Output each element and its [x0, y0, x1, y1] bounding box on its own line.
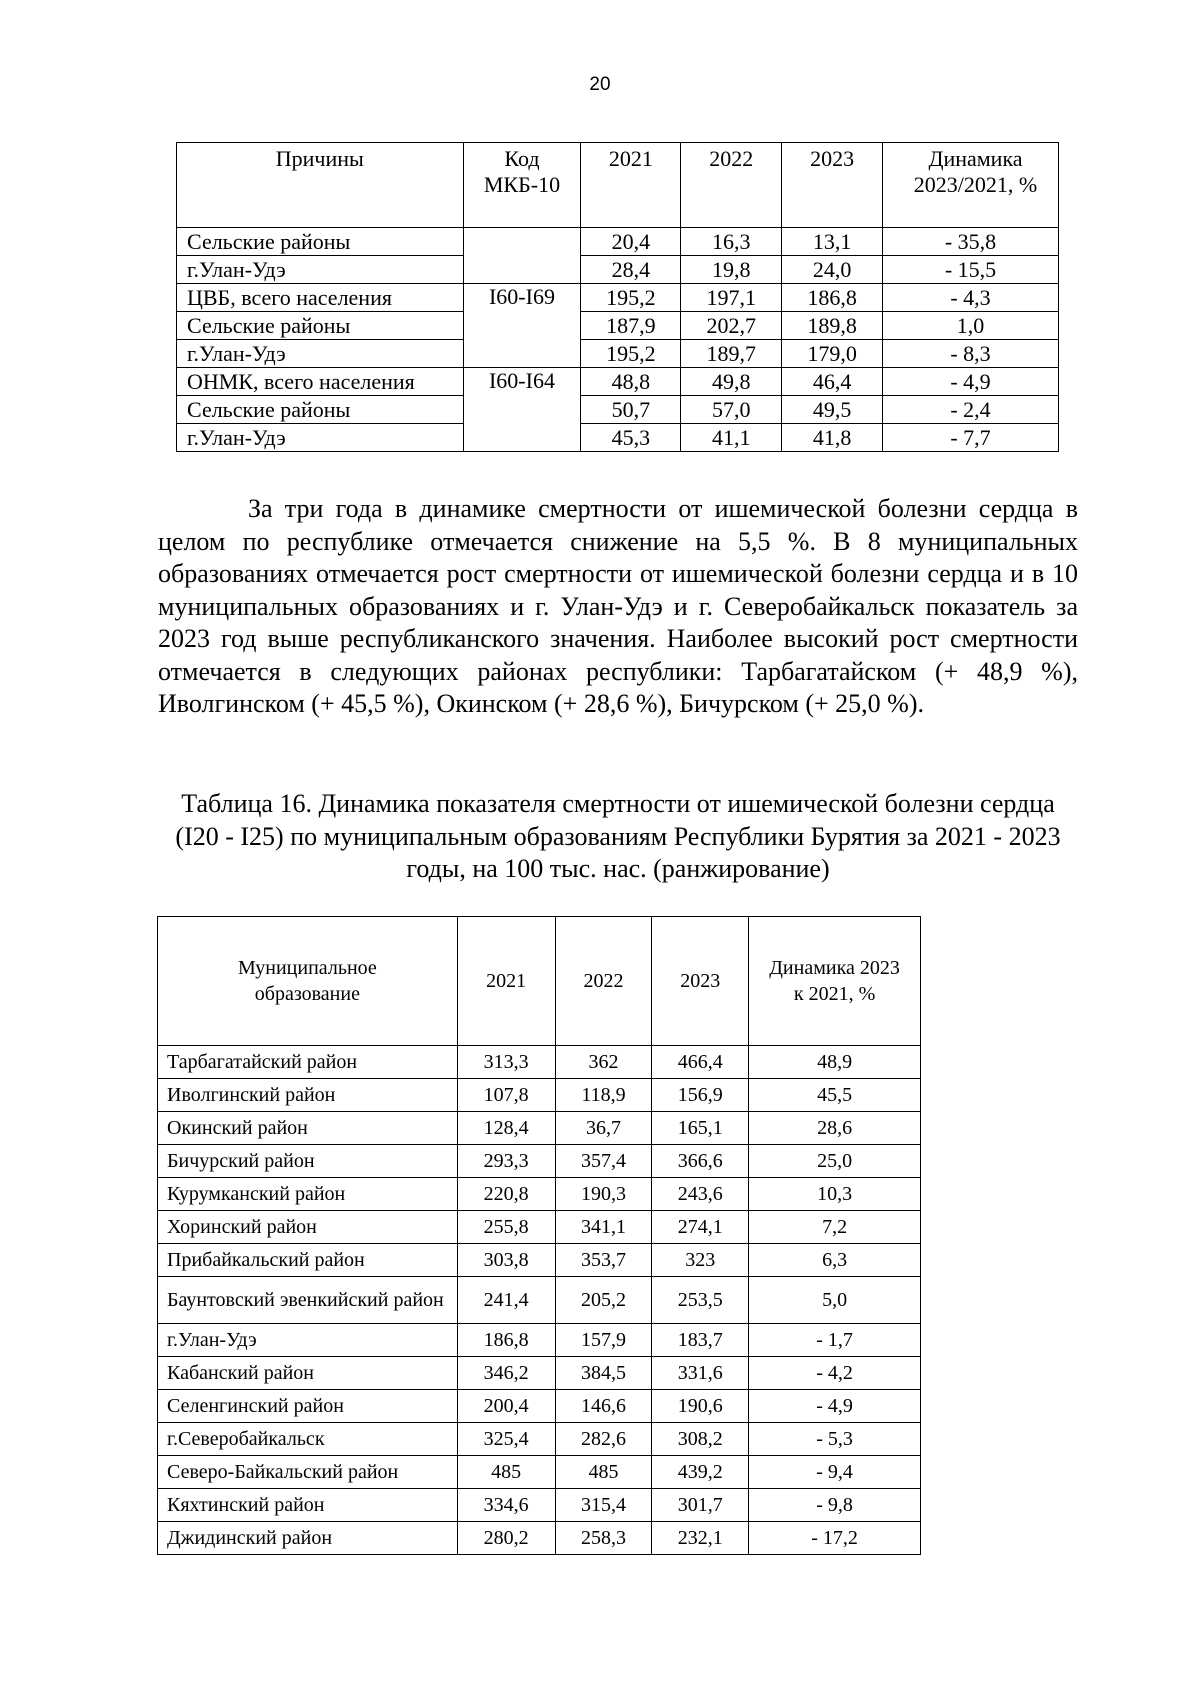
cell-dynamics: 6,3: [749, 1244, 921, 1277]
table-header-row: [158, 917, 921, 1046]
cell-2022: 485: [555, 1456, 652, 1489]
header-dynamics: Динамика 2023/2021, %: [883, 143, 1059, 228]
cell-2021: 186,8: [457, 1324, 555, 1357]
cell-2023: 165,1: [652, 1112, 749, 1145]
cell-2021: 107,8: [457, 1079, 555, 1112]
cell-municipality: Селенгинский район: [158, 1390, 458, 1423]
cell-2021: 45,3: [581, 424, 681, 452]
cell-2022: 190,3: [555, 1178, 652, 1211]
cell-dynamics: - 5,3: [749, 1423, 921, 1456]
table-row: [158, 1178, 921, 1211]
table-row: [158, 1046, 921, 1079]
page-number: 20: [589, 74, 611, 95]
cell-2022: 384,5: [555, 1357, 652, 1390]
table-header-row: [177, 143, 1059, 228]
cell-2023: 24,0: [782, 256, 883, 284]
cell-dynamics: 45,5: [749, 1079, 921, 1112]
cell-2023: 179,0: [782, 340, 883, 368]
cell-municipality: Окинский район: [158, 1112, 458, 1145]
table-caption: Таблица 16. Динамика показателя смертности от ишемической болезни сердца (I20 - I25) по муниципальным образованиям Республики Бурятия за 2021 - 2023 годы, на 100 тыс. нас. (ранжирование): [175, 789, 1061, 883]
table-row: [158, 1112, 921, 1145]
header-municipality: Муниципальное образование: [158, 917, 458, 1046]
cell-2023: 189,8: [782, 312, 883, 340]
cell-2021: 280,2: [457, 1522, 555, 1555]
table-row: [177, 396, 1059, 424]
cell-dynamics: - 4,2: [749, 1357, 921, 1390]
cell-cause: ЦВБ, всего населения: [177, 284, 464, 312]
cell-2023: 274,1: [652, 1211, 749, 1244]
cell-2021: 187,9: [581, 312, 681, 340]
cell-municipality: Северо-Байкальский район: [158, 1456, 458, 1489]
cell-2023: 41,8: [782, 424, 883, 452]
cell-2023: 366,6: [652, 1145, 749, 1178]
cell-2021: 485: [457, 1456, 555, 1489]
cell-2022: 197,1: [681, 284, 782, 312]
cell-cause: г.Улан-Удэ: [177, 424, 464, 452]
cell-municipality: Джидинский район: [158, 1522, 458, 1555]
cell-cause: ОНМК, всего населения: [177, 368, 464, 396]
cell-icd-code: I60-I64: [463, 368, 581, 396]
cell-2022: 202,7: [681, 312, 782, 340]
cell-cause: Сельские районы: [177, 228, 464, 256]
body-paragraph: За три года в динамике смертности от ишемической болезни сердца в целом по республике отмечается снижение на 5,5 %. В 8 муниципальных образованиях отмечается рост смертности от ишемической болезни сердца и в 10 муниципальных образованиях и г. Улан-Удэ и г. Северобайкальск показатель за 2023 год выше республиканского значения. Наиболее высокий рост смертности отмечается в следующих районах республики: Тарбагатайском (+ 48,9 %), Иволгинском (+ 45,5 %), Окинском (+ 28,6 %), Бичурском (+ 25,0 %).: [158, 494, 1078, 718]
table-row: [158, 1456, 921, 1489]
cell-icd-code: I60-I69: [463, 284, 581, 312]
cell-2021: 241,4: [457, 1277, 555, 1324]
cell-2023: 190,6: [652, 1390, 749, 1423]
cell-dynamics: 28,6: [749, 1112, 921, 1145]
cell-cause: Сельские районы: [177, 396, 464, 424]
cell-2023: 253,5: [652, 1277, 749, 1324]
table-row: [158, 1357, 921, 1390]
cell-2021: 195,2: [581, 284, 681, 312]
cell-municipality: Кабанский район: [158, 1357, 458, 1390]
cell-2021: 325,4: [457, 1423, 555, 1456]
cell-2022: 357,4: [555, 1145, 652, 1178]
cell-cause: г.Улан-Удэ: [177, 340, 464, 368]
cell-2023: 301,7: [652, 1489, 749, 1522]
cell-dynamics: - 2,4: [883, 396, 1059, 424]
cell-dynamics: - 35,8: [883, 228, 1059, 256]
table-row: [177, 284, 1059, 312]
cell-2022: 205,2: [555, 1277, 652, 1324]
cell-municipality: Курумканский район: [158, 1178, 458, 1211]
table-row: [158, 1423, 921, 1456]
cell-2021: 128,4: [457, 1112, 555, 1145]
table-row: [177, 340, 1059, 368]
cell-2021: 334,6: [457, 1489, 555, 1522]
cell-icd-code: [463, 228, 581, 256]
table-row: [158, 1390, 921, 1423]
header-2023: 2023: [782, 143, 883, 228]
cell-2022: 146,6: [555, 1390, 652, 1423]
cell-dynamics: 48,9: [749, 1046, 921, 1079]
cell-2022: 362: [555, 1046, 652, 1079]
cell-2023: 183,7: [652, 1324, 749, 1357]
cell-municipality: г.Северобайкальск: [158, 1423, 458, 1456]
cell-dynamics: - 4,9: [883, 368, 1059, 396]
cell-2021: 255,8: [457, 1211, 555, 1244]
table-row: [177, 312, 1059, 340]
cell-municipality: Хоринский район: [158, 1211, 458, 1244]
cell-2022: 282,6: [555, 1423, 652, 1456]
cell-dynamics: 7,2: [749, 1211, 921, 1244]
cell-2023: 243,6: [652, 1178, 749, 1211]
cell-municipality: Баунтовский эвенкийский район: [158, 1277, 458, 1324]
cell-icd-code: [463, 312, 581, 340]
cell-2023: 232,1: [652, 1522, 749, 1555]
cell-dynamics: - 4,3: [883, 284, 1059, 312]
cell-2021: 220,8: [457, 1178, 555, 1211]
cell-2023: 439,2: [652, 1456, 749, 1489]
cell-dynamics: 10,3: [749, 1178, 921, 1211]
table-row: [177, 424, 1059, 452]
cell-dynamics: 5,0: [749, 1277, 921, 1324]
municipal-mortality-table: [157, 916, 921, 1555]
cell-2021: 50,7: [581, 396, 681, 424]
cell-2022: 16,3: [681, 228, 782, 256]
header-2023: 2023: [652, 917, 749, 1046]
cell-2022: 258,3: [555, 1522, 652, 1555]
cell-cause: Сельские районы: [177, 312, 464, 340]
table-row: [158, 1079, 921, 1112]
cell-2022: 341,1: [555, 1211, 652, 1244]
cell-2023: 49,5: [782, 396, 883, 424]
cell-dynamics: - 4,9: [749, 1390, 921, 1423]
header-dynamics: Динамика 2023 к 2021, %: [749, 917, 921, 1046]
cell-2021: 28,4: [581, 256, 681, 284]
header-cause: Причины: [177, 143, 464, 228]
cell-icd-code: [463, 396, 581, 424]
table-row: [158, 1522, 921, 1555]
cell-municipality: Кяхтинский район: [158, 1489, 458, 1522]
cell-2023: 323: [652, 1244, 749, 1277]
cell-dynamics: - 1,7: [749, 1324, 921, 1357]
header-icd-code: Код МКБ-10: [463, 143, 581, 228]
table-row: [177, 256, 1059, 284]
cell-2023: 46,4: [782, 368, 883, 396]
header-2021: 2021: [457, 917, 555, 1046]
table-row: [158, 1489, 921, 1522]
cell-2023: 186,8: [782, 284, 883, 312]
cell-2023: 331,6: [652, 1357, 749, 1390]
cell-2022: 57,0: [681, 396, 782, 424]
cell-2022: 157,9: [555, 1324, 652, 1357]
cell-dynamics: - 7,7: [883, 424, 1059, 452]
table-row: [158, 1145, 921, 1178]
cell-icd-code: [463, 424, 581, 452]
cell-2023: 466,4: [652, 1046, 749, 1079]
table-row: [158, 1277, 921, 1324]
cell-2021: 48,8: [581, 368, 681, 396]
header-2022: 2022: [555, 917, 652, 1046]
cell-2021: 346,2: [457, 1357, 555, 1390]
cell-2021: 303,8: [457, 1244, 555, 1277]
cell-dynamics: - 17,2: [749, 1522, 921, 1555]
cell-dynamics: - 15,5: [883, 256, 1059, 284]
table-row: [177, 368, 1059, 396]
cell-dynamics: - 9,4: [749, 1456, 921, 1489]
cell-icd-code: [463, 256, 581, 284]
table-row: [158, 1211, 921, 1244]
cell-2022: 353,7: [555, 1244, 652, 1277]
cell-municipality: Иволгинский район: [158, 1079, 458, 1112]
cell-dynamics: - 9,8: [749, 1489, 921, 1522]
table-row: [177, 228, 1059, 256]
cell-2021: 313,3: [457, 1046, 555, 1079]
table-row: [158, 1324, 921, 1357]
table-row: [158, 1244, 921, 1277]
cell-2022: 36,7: [555, 1112, 652, 1145]
cell-2022: 49,8: [681, 368, 782, 396]
cell-2022: 118,9: [555, 1079, 652, 1112]
cell-2023: 156,9: [652, 1079, 749, 1112]
cell-2021: 20,4: [581, 228, 681, 256]
header-2021: 2021: [581, 143, 681, 228]
cell-2021: 195,2: [581, 340, 681, 368]
cell-municipality: Тарбагатайский район: [158, 1046, 458, 1079]
cell-2022: 41,1: [681, 424, 782, 452]
cell-2021: 293,3: [457, 1145, 555, 1178]
cell-2022: 315,4: [555, 1489, 652, 1522]
cell-2023: 13,1: [782, 228, 883, 256]
cell-dynamics: - 8,3: [883, 340, 1059, 368]
cell-dynamics: 1,0: [883, 312, 1059, 340]
cell-municipality: Прибайкальский район: [158, 1244, 458, 1277]
cell-municipality: г.Улан-Удэ: [158, 1324, 458, 1357]
header-2022: 2022: [681, 143, 782, 228]
cell-2022: 189,7: [681, 340, 782, 368]
cell-2021: 200,4: [457, 1390, 555, 1423]
cell-2022: 19,8: [681, 256, 782, 284]
cell-icd-code: [463, 340, 581, 368]
cell-dynamics: 25,0: [749, 1145, 921, 1178]
cell-2023: 308,2: [652, 1423, 749, 1456]
cell-municipality: Бичурский район: [158, 1145, 458, 1178]
cell-cause: г.Улан-Удэ: [177, 256, 464, 284]
mortality-causes-table: [176, 142, 1059, 452]
